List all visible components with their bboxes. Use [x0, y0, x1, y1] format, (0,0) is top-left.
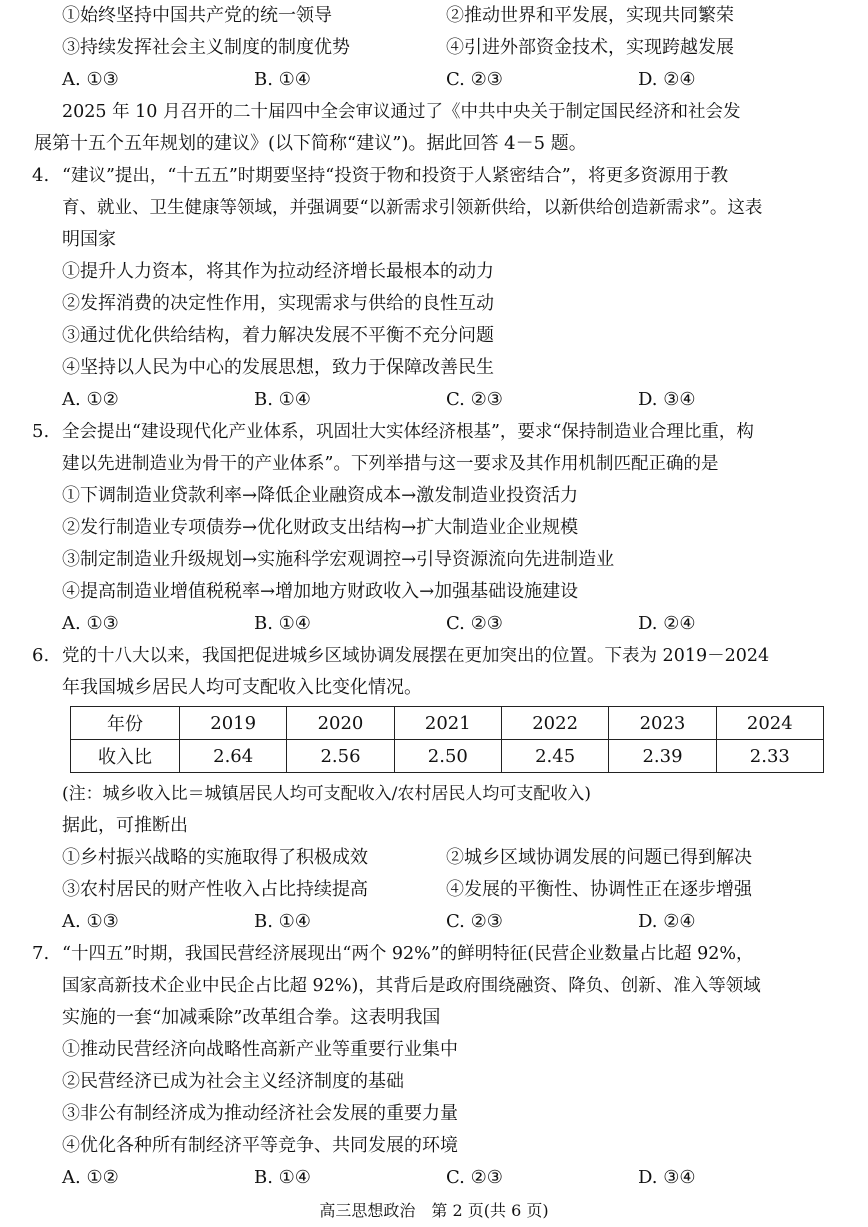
q3-option-d[interactable]: D. ②④ [638, 69, 696, 90]
q4-option-c[interactable]: C. ②③ [446, 389, 503, 410]
table-row-label: 收入比 [71, 740, 180, 773]
q4-statement-1: ①提升人力资本，将其作为拉动经济增长最根本的动力 [62, 261, 494, 282]
q3-statement-2: ②推动世界和平发展，实现共同繁荣 [446, 5, 734, 26]
q4-statement-2: ②发挥消费的决定性作用，实现需求与供给的良性互动 [62, 293, 494, 314]
table-header-label: 年份 [71, 707, 180, 740]
q3-options [62, 68, 822, 92]
q6-option-b[interactable]: B. ①④ [254, 911, 311, 932]
q6-stem-line-2: 年我国城乡居民人均可支配收入比变化情况。 [62, 677, 422, 698]
q4-statement-3: ③通过优化供给结构，着力解决发展不平衡不充分问题 [62, 325, 494, 346]
table-year-cell: 2021 [394, 707, 501, 740]
table-year-cell: 2024 [716, 707, 823, 740]
q5-statement-2: ②发行制造业专项债券→优化财政支出结构→扩大制造业企业规模 [62, 517, 579, 538]
table-value-cell: 2.39 [609, 740, 716, 773]
q5-statement-3: ③制定制造业升级规划→实施科学宏观调控→引导资源流向先进制造业 [62, 549, 615, 570]
q6-option-c[interactable]: C. ②③ [446, 911, 503, 932]
q5-option-d[interactable]: D. ②④ [638, 613, 696, 634]
q6-option-a[interactable]: A. ①③ [62, 911, 119, 932]
q6-number: 6. [32, 645, 50, 666]
income-ratio-table [70, 706, 824, 773]
q5-option-b[interactable]: B. ①④ [254, 613, 311, 634]
table-year-cell: 2022 [501, 707, 608, 740]
q5-options [62, 612, 822, 636]
q4-option-d[interactable]: D. ③④ [638, 389, 696, 410]
table-value-cell: 2.33 [716, 740, 823, 773]
q3-statement-1: ①始终坚持中国共产党的统一领导 [62, 5, 332, 26]
q5-option-a[interactable]: A. ①③ [62, 613, 119, 634]
q7-stem-line-2: 国家高新技术企业中民企占比超 92%)，其背后是政府围绕融资、降负、创新、准入等领域 [62, 976, 761, 996]
table-value-cell: 2.64 [180, 740, 287, 773]
table-row-values [71, 740, 824, 773]
intro-line-2: 展第十五个五年规划的建议》(以下简称“建议”)。据此回答 4－5 题。 [34, 133, 587, 154]
q6-statement-2: ②城乡区域协调发展的问题已得到解决 [446, 847, 752, 868]
table-value-cell: 2.45 [501, 740, 608, 773]
q7-option-c[interactable]: C. ②③ [446, 1167, 503, 1188]
q3-option-a[interactable]: A. ①③ [62, 69, 119, 90]
q3-statement-4: ④引进外部资金技术，实现跨越发展 [446, 37, 734, 58]
q7-number: 7. [32, 943, 50, 964]
q6-options [62, 910, 822, 934]
q7-option-b[interactable]: B. ①④ [254, 1167, 311, 1188]
q6-lead: 据此，可推断出 [62, 815, 188, 836]
q4-option-b[interactable]: B. ①④ [254, 389, 311, 410]
q3-option-b[interactable]: B. ①④ [254, 69, 311, 90]
table-year-cell: 2020 [287, 707, 394, 740]
q3-statement-3: ③持续发挥社会主义制度的制度优势 [62, 37, 350, 58]
q4-statement-4: ④坚持以人民为中心的发展思想，致力于保障改善民生 [62, 357, 494, 378]
q6-statement-4: ④发展的平衡性、协调性正在逐步增强 [446, 879, 752, 900]
q7-option-a[interactable]: A. ①② [62, 1167, 119, 1188]
q4-options [62, 388, 822, 412]
q7-option-d[interactable]: D. ③④ [638, 1167, 696, 1188]
q5-stem-line-2: 建以先进制造业为骨干的产业体系”。下列举措与这一要求及其作用机制匹配正确的是 [62, 454, 719, 474]
q7-options [62, 1166, 822, 1190]
table-value-cell: 2.56 [287, 740, 394, 773]
q4-stem-line-1: “建议”提出，“十五五”时期要坚持“投资于物和投资于人紧密结合”，将更多资源用于教 [62, 166, 729, 186]
table-value-cell: 2.50 [394, 740, 501, 773]
table-row-years [71, 707, 824, 740]
q7-statement-3: ③非公有制经济成为推动经济社会发展的重要力量 [62, 1103, 458, 1124]
q5-number: 5. [32, 421, 50, 442]
q6-statement-1: ①乡村振兴战略的实施取得了积极成效 [62, 847, 368, 868]
q5-stem-line-1: 全会提出“建设现代化产业体系，巩固壮大实体经济根基”，要求“保持制造业合理比重，构 [62, 422, 754, 442]
intro-line-1: 2025 年 10 月召开的二十届四中全会审议通过了《中共中央关于制定国民经济和社会发 [62, 102, 741, 122]
table-year-cell: 2019 [180, 707, 287, 740]
q4-stem-line-3: 明国家 [62, 229, 116, 250]
q6-stem-line-1: 党的十八大以来，我国把促进城乡区域协调发展摆在更加突出的位置。下表为 2019－2024 [62, 646, 770, 666]
q7-statement-2: ②民营经济已成为社会主义经济制度的基础 [62, 1071, 404, 1092]
q5-statement-4: ④提高制造业增值税税率→增加地方财政收入→加强基础设施建设 [62, 581, 579, 602]
page-footer: 高三思想政治 第 2 页(共 6 页) [319, 1201, 549, 1220]
q4-number: 4. [32, 165, 50, 186]
q7-statement-4: ④优化各种所有制经济平等竞争、共同发展的环境 [62, 1135, 458, 1156]
q7-stem-line-3: 实施的一套“加减乘除”改革组合拳。这表明我国 [62, 1007, 441, 1028]
table-year-cell: 2023 [609, 707, 716, 740]
q7-statement-1: ①推动民营经济向战略性高新产业等重要行业集中 [62, 1039, 458, 1060]
q5-option-c[interactable]: C. ②③ [446, 613, 503, 634]
q6-table-note: (注：城乡收入比＝城镇居民人均可支配收入/农村居民人均可支配收入) [62, 784, 591, 804]
q6-option-d[interactable]: D. ②④ [638, 911, 696, 932]
q5-statement-1: ①下调制造业贷款利率→降低企业融资成本→激发制造业投资活力 [62, 485, 579, 506]
q3-option-c[interactable]: C. ②③ [446, 69, 503, 90]
q7-stem-line-1: “十四五”时期，我国民营经济展现出“两个 92%”的鲜明特征(民营企业数量占比超 92%， [62, 944, 754, 964]
q4-stem-line-2: 育、就业、卫生健康等领域，并强调要“以新需求引领新供给，以新供给创造新需求”。这表 [62, 198, 763, 218]
q4-option-a[interactable]: A. ①② [62, 389, 119, 410]
q6-statement-3: ③农村居民的财产性收入占比持续提高 [62, 879, 368, 900]
